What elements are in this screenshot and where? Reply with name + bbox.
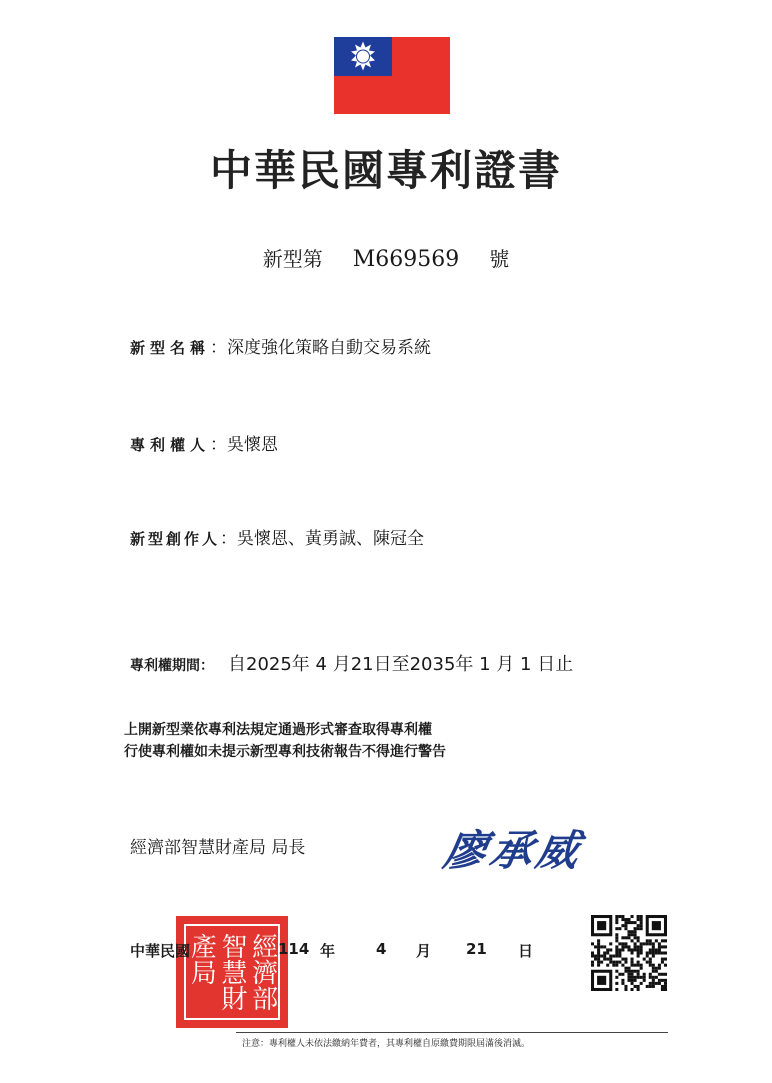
footer-note: 注意：專利權人未依法繳納年費者，其專利權自原繳費期限屆滿後消滅。 — [241, 1039, 530, 1049]
period-value: 自2025年 4 月21日至2035年 1 月 1 日止 — [228, 654, 574, 675]
certificate-number-line — [0, 243, 772, 272]
footer-divider — [236, 1032, 668, 1033]
field-creators: 新型創作人：吳懷恩、黃勇誠、陳冠全 — [130, 529, 425, 549]
date-year-unit: 年 — [320, 942, 336, 960]
qr-code-icon — [591, 915, 667, 991]
official-seal — [176, 916, 288, 1028]
date-month-unit: 月 — [416, 942, 432, 960]
date-month: 4 — [376, 940, 387, 958]
certificate-number: M669569 — [352, 247, 460, 272]
flag-canton — [334, 37, 392, 76]
date-day: 21 — [466, 940, 487, 958]
number-prefix: 新型第 — [262, 247, 323, 271]
period-label: 專利權期間： — [130, 658, 214, 674]
field-label: 新型名稱 — [130, 339, 211, 357]
field-value: 深度強化策略自動交易系統 — [227, 338, 432, 358]
director-signature: 廖承威 — [440, 826, 587, 875]
notice-line-1: 上開新型業依專利法規定通過形式審查取得專利權 — [124, 722, 432, 738]
field-label: 新型創作人 — [130, 530, 221, 548]
field-patent-name: 新型名稱：深度強化策略自動交易系統 — [130, 338, 432, 358]
field-patentee: 專利權人：吳懷恩 — [130, 435, 279, 455]
field-value: 吳懷恩、黃勇誠、陳冠全 — [237, 529, 425, 549]
number-suffix: 號 — [489, 247, 510, 271]
seal-text: 經濟部 智慧財 產局 — [184, 924, 280, 1020]
date-era: 中華民國 — [130, 942, 191, 960]
issuer-title: 經濟部智慧財產局 局長 — [130, 838, 306, 858]
date-day-unit: 日 — [518, 942, 534, 960]
field-label: 專利權人 — [130, 436, 211, 454]
white-sun-icon — [334, 37, 392, 76]
flag-icon — [334, 37, 450, 114]
certificate-title: 中華民國專利證書 — [209, 146, 562, 195]
field-value: 吳懷恩 — [227, 435, 279, 455]
notice-line-2: 行使專利權如未提示新型專利技術報告不得進行警告 — [124, 744, 446, 760]
patent-period — [130, 650, 573, 676]
date-year: 114 — [278, 940, 310, 958]
